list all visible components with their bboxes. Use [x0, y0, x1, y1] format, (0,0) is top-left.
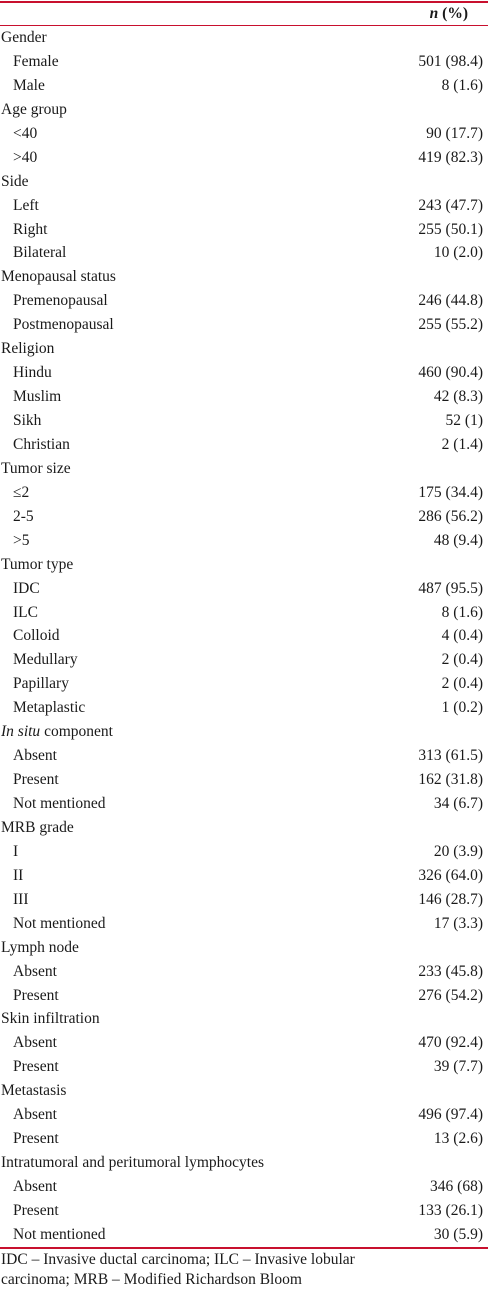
row-label: Absent — [13, 1178, 57, 1195]
row-label: >5 — [13, 531, 30, 549]
row-label: Muslim — [13, 388, 62, 406]
row-label: III — [13, 890, 29, 908]
table-row — [0, 577, 488, 601]
table-row — [0, 1223, 488, 1247]
category-label: Menopausal status — [1, 268, 116, 286]
category-label-text: component — [40, 723, 113, 741]
row-label: Bilateral — [13, 244, 67, 262]
row-value: 30 (5.9) — [433, 1225, 483, 1243]
row-label: Metaplastic — [13, 699, 86, 717]
table-row — [0, 409, 488, 433]
table-row — [0, 194, 488, 218]
row-label: Present — [13, 1130, 59, 1148]
table-row — [0, 672, 488, 696]
table-row — [0, 624, 488, 648]
category-label: Lymph node — [1, 938, 79, 956]
row-label: Female — [13, 52, 59, 70]
row-value: 48 (9.4) — [433, 531, 483, 549]
row-label: Present — [13, 1058, 59, 1076]
row-label: II — [13, 866, 24, 884]
row-value: 10 (2.0) — [433, 244, 483, 262]
row-label: >40 — [13, 148, 38, 166]
table-bottom-rule — [0, 1247, 488, 1249]
category-label: Religion — [1, 340, 55, 358]
row-value: 13 (2.6) — [433, 1130, 483, 1148]
table-row — [0, 50, 488, 74]
table-row — [0, 912, 488, 936]
row-label: Not mentioned — [13, 795, 106, 812]
row-value: 487 (95.5) — [418, 579, 483, 597]
row-label: I — [13, 842, 19, 860]
table-header — [0, 3, 488, 25]
row-label: Sikh — [13, 412, 42, 429]
row-label: 2-5 — [13, 507, 34, 525]
table-category-row — [0, 26, 488, 50]
row-label: Premenopausal — [13, 292, 108, 310]
row-value: 233 (45.8) — [418, 962, 483, 980]
row-value: 255 (50.1) — [418, 220, 483, 238]
row-value: 470 (92.4) — [418, 1034, 483, 1052]
row-value: 2 (0.4) — [441, 651, 483, 669]
table-category-row — [0, 98, 488, 122]
table-row — [0, 601, 488, 625]
row-label: Absent — [13, 747, 57, 765]
row-label: Christian — [13, 435, 70, 453]
table-row — [0, 385, 488, 409]
row-label: Present — [13, 1201, 59, 1219]
row-label: Not mentioned — [13, 1225, 106, 1243]
table-row — [0, 1127, 488, 1151]
table-row — [0, 289, 488, 313]
row-value: 2 (1.4) — [441, 435, 483, 453]
table-row — [0, 241, 488, 265]
footnote-line-1: IDC – Invasive ductal carcinoma; ILC – Invasive lobular — [1, 1251, 355, 1268]
row-value: 1 (0.2) — [441, 699, 483, 717]
row-value: 286 (56.2) — [418, 507, 483, 525]
table-row — [0, 529, 488, 553]
table-row — [0, 960, 488, 984]
table-row — [0, 648, 488, 672]
row-value: 2 (0.4) — [441, 675, 483, 693]
column-header-n: n — [429, 5, 439, 22]
table-row — [0, 1055, 488, 1079]
table-row — [0, 864, 488, 888]
table-row — [0, 361, 488, 385]
table-row — [0, 768, 488, 792]
row-value: 255 (55.2) — [418, 316, 483, 334]
category-label: Tumor type — [1, 555, 74, 573]
table-row — [0, 840, 488, 864]
row-value: 146 (28.7) — [418, 890, 483, 908]
row-label: Postmenopausal — [13, 316, 114, 334]
row-value: 42 (8.3) — [433, 388, 483, 406]
category-label: MRB grade — [1, 818, 74, 836]
table-row — [0, 696, 488, 720]
row-label: Absent — [13, 1106, 57, 1124]
category-label: Metastasis — [1, 1082, 67, 1100]
category-label: Side — [1, 172, 29, 190]
row-label: IDC — [13, 579, 40, 597]
row-value: 20 (3.9) — [433, 842, 483, 860]
category-label: Tumor size — [1, 459, 71, 477]
row-value: 8 (1.6) — [441, 76, 483, 94]
table-category-row — [0, 170, 488, 194]
row-value: 52 (1) — [445, 412, 483, 429]
table-row — [0, 984, 488, 1008]
row-label: Papillary — [13, 675, 69, 693]
table-row — [0, 218, 488, 242]
category-label-italic: In situ — [1, 723, 41, 741]
row-value: 4 (0.4) — [441, 627, 483, 645]
row-label: Left — [13, 196, 39, 214]
table-row — [0, 1199, 488, 1223]
row-label: Not mentioned — [13, 914, 106, 932]
column-header-percent: (%) — [438, 5, 468, 22]
row-label: ILC — [13, 603, 38, 621]
row-label: Absent — [13, 962, 57, 980]
row-value: 346 (68) — [430, 1178, 483, 1195]
row-label: Present — [13, 771, 59, 789]
table-row — [0, 313, 488, 337]
row-value: 34 (6.7) — [433, 795, 483, 812]
row-value: 243 (47.7) — [418, 196, 483, 214]
row-value: 501 (98.4) — [418, 52, 483, 70]
row-label: Right — [13, 220, 48, 238]
table-category-row — [0, 816, 488, 840]
table-row — [0, 74, 488, 98]
table-row — [0, 146, 488, 170]
category-label: Gender — [1, 29, 47, 46]
row-value: 133 (26.1) — [418, 1201, 483, 1219]
column-header-n-percent — [430, 4, 468, 24]
table-category-row — [0, 265, 488, 289]
row-label: Hindu — [13, 364, 52, 382]
table-category-row — [0, 720, 488, 744]
table-category-row — [0, 1079, 488, 1103]
row-value: 162 (31.8) — [418, 771, 483, 789]
row-value: 246 (44.8) — [418, 292, 483, 310]
category-label — [1, 720, 113, 744]
row-label: Medullary — [13, 651, 78, 669]
table-category-row — [0, 337, 488, 361]
row-label: Present — [13, 986, 59, 1004]
row-value: 313 (61.5) — [418, 747, 483, 765]
row-value: 90 (17.7) — [426, 124, 483, 142]
row-value: 496 (97.4) — [418, 1106, 483, 1124]
row-value: 17 (3.3) — [433, 914, 483, 932]
table-row — [0, 792, 488, 816]
row-value: 39 (7.7) — [433, 1058, 483, 1076]
table-row — [0, 1031, 488, 1055]
footnote-line-2: carcinoma; MRB – Modified Richardson Bloom — [1, 1271, 302, 1288]
table-row — [0, 481, 488, 505]
row-label: ≤2 — [13, 483, 30, 501]
table-category-row — [0, 457, 488, 481]
table-category-row — [0, 1007, 488, 1031]
table-row — [0, 888, 488, 912]
row-value: 419 (82.3) — [418, 148, 483, 166]
table-category-row — [0, 936, 488, 960]
category-label: Skin infiltration — [1, 1010, 100, 1028]
table-row — [0, 1103, 488, 1127]
table-row — [0, 433, 488, 457]
table-row — [0, 122, 488, 146]
category-label: Age group — [1, 100, 67, 118]
table-category-row — [0, 1151, 488, 1175]
row-value: 460 (90.4) — [418, 364, 483, 382]
table-row — [0, 744, 488, 768]
row-label: <40 — [13, 124, 38, 142]
row-value: 175 (34.4) — [418, 483, 483, 501]
table-body — [0, 26, 488, 1247]
row-value: 8 (1.6) — [441, 603, 483, 621]
table-row — [0, 505, 488, 529]
table-category-row — [0, 553, 488, 577]
row-value: 276 (54.2) — [418, 986, 483, 1004]
table-row — [0, 1175, 488, 1199]
row-value: 326 (64.0) — [418, 866, 483, 884]
row-label: Colloid — [13, 627, 60, 645]
table-footnote — [1, 1250, 461, 1290]
row-label: Male — [13, 76, 45, 94]
row-label: Absent — [13, 1034, 57, 1052]
category-label: Intratumoral and peritumoral lymphocytes — [1, 1154, 264, 1172]
